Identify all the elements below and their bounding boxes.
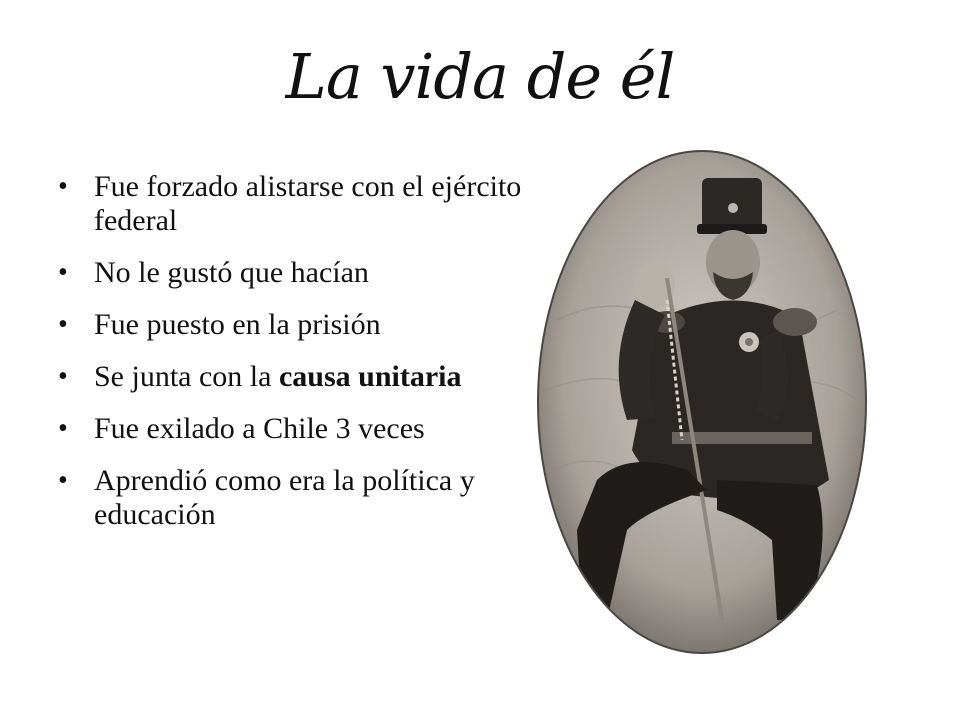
bullet-text: Se junta con la	[94, 360, 279, 393]
bullet-text: No le gustó que hacían	[94, 256, 369, 289]
bullet-dot-icon: •	[58, 361, 68, 392]
bullet-text: Fue forzado alistarse con el ejército federal	[94, 170, 522, 237]
bullet-item	[56, 360, 526, 394]
bullet-text: Fue exilado a Chile 3 veces	[94, 412, 425, 445]
portrait-photo	[537, 150, 867, 655]
bullet-dot-icon: •	[58, 465, 68, 496]
bullet-text: Aprendió como era la política y educación	[94, 464, 475, 531]
bullet-dot-icon: •	[58, 309, 68, 340]
bullet-item	[56, 412, 526, 446]
bullet-item	[56, 464, 526, 532]
bullet-dot-icon: •	[58, 413, 68, 444]
bullet-item	[56, 170, 526, 238]
bullet-dot-icon: •	[58, 171, 68, 202]
bullet-text: Fue puesto en la prisión	[94, 308, 381, 341]
bullet-item	[56, 256, 526, 290]
bullet-bold-text: causa unitaria	[278, 360, 462, 393]
bullet-list	[56, 170, 526, 550]
slide-title: La vida de él	[285, 40, 675, 113]
bullet-item	[56, 308, 526, 342]
bullet-dot-icon: •	[58, 257, 68, 288]
